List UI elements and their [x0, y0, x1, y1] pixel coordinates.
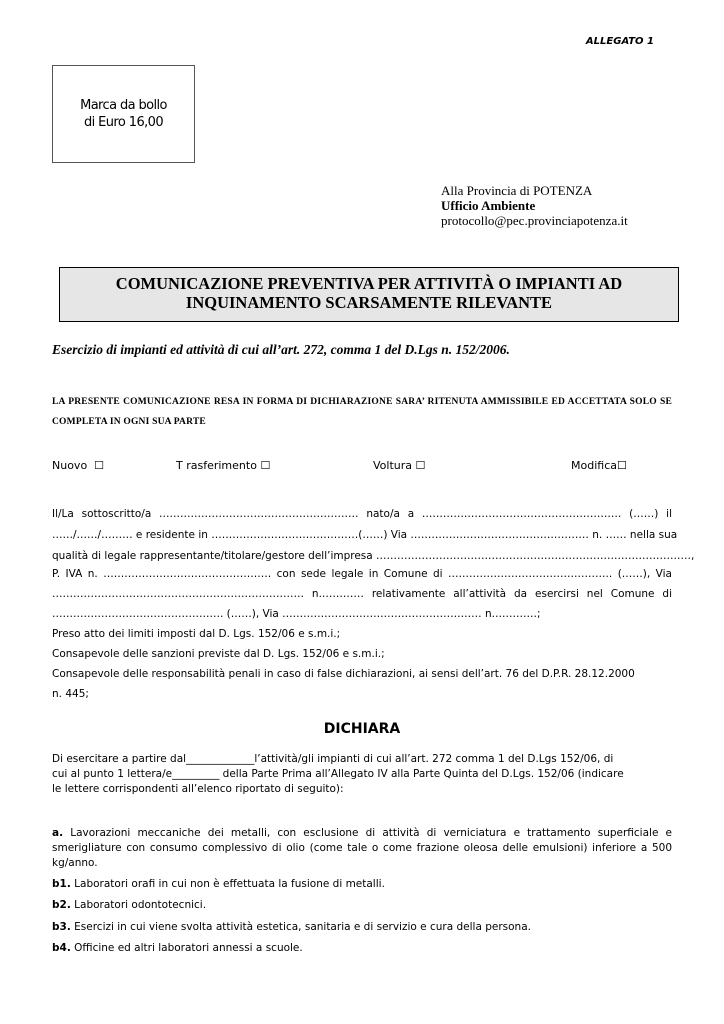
- statement-sanctions: Consapevole delle sanzioni previste dal D. Lgs. 152/06 e s.m.i.;: [52, 648, 385, 660]
- item-code: b4.: [52, 942, 71, 954]
- form-line-6: …………………………………………. (……), Via ………………………………………………… n.…………;: [52, 608, 541, 620]
- list-item: [52, 941, 672, 956]
- stamp-line-2: di Euro 16,00: [83, 115, 163, 130]
- option-voltura[interactable]: [373, 459, 425, 472]
- declaration-line-2: cui al punto 1 lettera/e_________ della Parte Prima all’Allegato IV alla Parte Quinta del D.Lgs. 152/06 (indicare: [52, 768, 624, 780]
- option-trasferimento-label: T rasferimento: [176, 459, 257, 472]
- declaration-paragraph: [52, 752, 672, 797]
- admissibility-notice: LA PRESENTE COMUNICAZIONE RESA IN FORMA DI DICHIARAZIONE SARA’ RITENUTA AMMISSIBILE ED ACCETTATA SOLO SE COMPLETA IN OGNI SUA PARTE: [52, 397, 672, 427]
- recipient-line-1: Alla Provincia di POTENZA: [441, 183, 593, 198]
- item-text: Officine ed altri laboratori annessi a scuole.: [74, 942, 303, 954]
- declaration-line-3: le lettere corrispondenti all’elenco riportato di seguito):: [52, 783, 344, 795]
- form-line-3: qualità di legale rappresentante/titolare/gestore dell’impresa ………………………………………………………………………………,: [52, 550, 695, 562]
- option-modifica-label: Modifica: [571, 459, 617, 472]
- declares-heading: DICHIARA: [323, 721, 401, 737]
- item-code: b2.: [52, 899, 71, 911]
- item-code: a.: [52, 827, 64, 839]
- recipient-address: [441, 183, 628, 228]
- title-line-2: INQUINAMENTO SCARSAMENTE RILEVANTE: [185, 293, 553, 312]
- item-text: Laboratori orafi in cui non è effettuata la fusione di metalli.: [74, 878, 385, 890]
- option-trasferimento[interactable]: [176, 459, 270, 472]
- list-item: [52, 877, 672, 892]
- document-subtitle: Esercizio di impianti ed attività di cui all’art. 272, comma 1 del D.Lgs n. 152/2006.: [52, 342, 510, 357]
- declaration-line-1: Di esercitare a partire dal_____________l’attività/gli impianti di cui all’art. 272 comma 1 del D.Lgs 152/06, di: [52, 753, 614, 765]
- item-text: Esercizi in cui viene svolta attività estetica, sanitaria e di servizio e cura della persona.: [74, 921, 531, 933]
- option-nuovo[interactable]: [52, 459, 104, 472]
- item-text: Lavorazioni meccaniche dei metalli, con esclusione di attività di verniciatura e trattamento superficiale e smerigliature con consumo complessivo di olio (come tale o come frazione oleosa delle emulsioni) inferiore a 500 kg/anno.: [52, 827, 672, 869]
- list-item: [52, 920, 672, 935]
- item-text: Laboratori odontotecnici.: [74, 899, 207, 911]
- form-line-1: Il/La sottoscritto/a ………………………………………………… nato/a a ………………………………………………… (……) il: [52, 508, 672, 520]
- statement-limits: Preso atto dei limiti imposti dal D. Lgs. 152/06 e s.m.i.;: [52, 628, 341, 640]
- list-item: [52, 898, 672, 913]
- checkbox-nuovo[interactable]: ☐: [94, 459, 105, 472]
- form-line-5: ……………………………………………………………… n.………… relativamente all’attività da esercirsi nel Comune di: [52, 588, 672, 600]
- checkbox-trasferimento[interactable]: ☐: [260, 459, 271, 472]
- statement-responsibility: Consapevole delle responsabilità penali in caso di false dichiarazioni, ai sensi dell’art. 76 del D.P.R. 28.12.2000: [52, 668, 635, 680]
- statement-responsibility-cont: n. 445;: [52, 688, 89, 700]
- stamp-line-1: Marca da bollo: [80, 98, 167, 113]
- revenue-stamp-box: [52, 65, 195, 163]
- option-modifica[interactable]: [571, 459, 627, 472]
- item-code: b3.: [52, 921, 71, 933]
- form-line-4: P. IVA n. ………………………………………… con sede legale in Comune di ……………………………………….. (……), Via: [52, 568, 672, 580]
- option-nuovo-label: Nuovo: [52, 459, 88, 472]
- recipient-line-2: Ufficio Ambiente: [441, 198, 536, 213]
- title-line-1: COMUNICAZIONE PREVENTIVA PER ATTIVITÀ O IMPIANTI AD: [115, 274, 623, 293]
- attachment-label: ALLEGATO 1: [585, 36, 654, 47]
- option-voltura-label: Voltura: [373, 459, 413, 472]
- recipient-email: protocollo@pec.provinciapotenza.it: [441, 213, 628, 228]
- checkbox-modifica[interactable]: ☐: [616, 459, 627, 472]
- item-code: b1.: [52, 878, 71, 890]
- form-line-2: ……/……/……… e residente in ……………………………………(……) Via …………………………………………… n. …… nella sua: [52, 529, 678, 541]
- list-item: [52, 826, 672, 871]
- checkbox-voltura[interactable]: ☐: [415, 459, 426, 472]
- document-title: [59, 267, 679, 322]
